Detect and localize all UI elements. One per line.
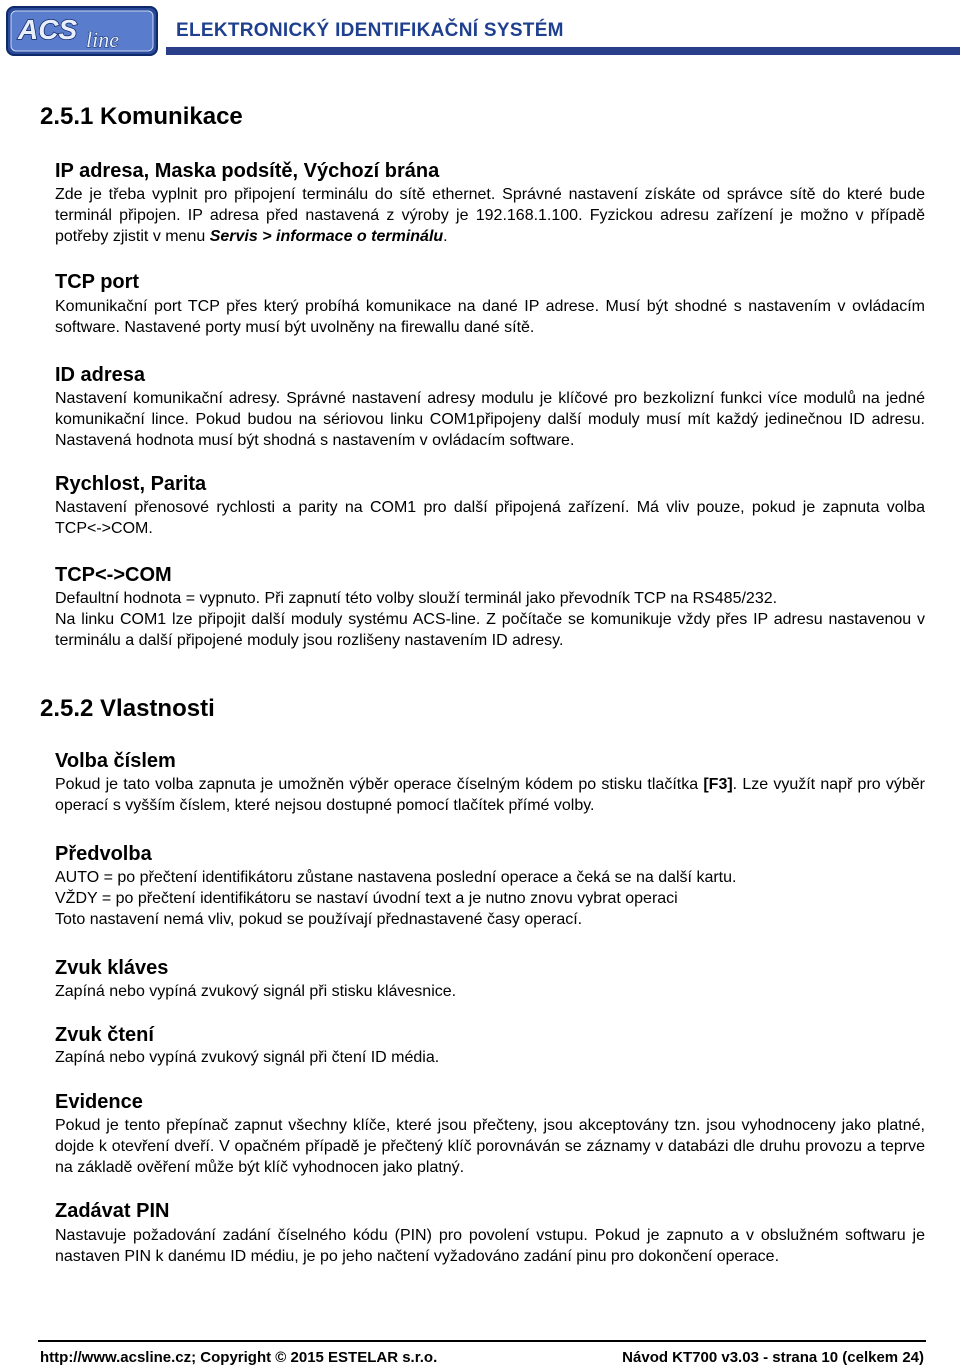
subheading-evidence: Evidence (55, 1091, 143, 1113)
paragraph-rychlost-parita: Nastavení přenosové rychlosti a parity na COM1 pro další připojená zařízení. Má vliv pouze, pokud je zapnuta volba TCP<->COM. (55, 499, 925, 537)
subheading-tcp-com: TCP<->COM (55, 564, 172, 586)
acs-line-logo (6, 6, 158, 56)
page-header (0, 0, 960, 62)
subheading-zadavat-pin: Zadávat PIN (55, 1200, 170, 1222)
paragraph-tcp-com-2: Na linku COM1 lze připojit další moduly systému ACS-line. Z počítače se komunikuje vždy přes IP adresu nastavenou v terminálu a další připojené moduly jsou rozlišeny nastavením ID adresy. (55, 611, 925, 649)
paragraph-predvolba-2: VŽDY = po přečtení identifikátoru se nastaví úvodní text a je nutno znovu vybrat operaci (55, 890, 678, 907)
paragraph-id-adresa: Nastavení komunikační adresy. Správné nastavení adresy modulu je klíčové pro bezkolizní funkci více modulů na jedné komunikační lince. Pokud budou na sériovou linku COM1připojeny další moduly musí mít každý jedinečnou ID adresu. Nastavená hodnota musí být shodná s nastavením v ovládacím software. (55, 390, 925, 449)
subheading-id-adresa: ID adresa (55, 364, 146, 386)
subheading-rychlost-parita: Rychlost, Parita (55, 473, 207, 495)
subheading-predvolba: Předvolba (55, 843, 152, 865)
header-title: ELEKTRONICKÝ IDENTIFIKAČNÍ SYSTÉM (176, 20, 564, 41)
footer-copyright: http://www.acsline.cz; Copyright © 2015 ESTELAR s.r.o. (40, 1349, 438, 1366)
subheading-ip-adresa: IP adresa, Maska podsítě, Výchozí brána (55, 160, 440, 182)
section-heading-komunikace: 2.5.1 Komunikace (40, 103, 243, 130)
paragraph-predvolba-1: AUTO = po přečtení identifikátoru zůstane nastavena poslední operace a čeká se na další kartu. (55, 869, 737, 886)
footer-rule (38, 1340, 926, 1342)
paragraph-zvuk-klaves: Zapíná nebo vypíná zvukový signál při stisku klávesnice. (55, 983, 457, 1000)
paragraph-predvolba-3: Toto nastavení nemá vliv, pokud se používají přednastavené časy operací. (55, 911, 583, 928)
subheading-zvuk-klaves: Zvuk kláves (55, 957, 169, 979)
svg-text:line: line (86, 27, 119, 52)
section-heading-vlastnosti: 2.5.2 Vlastnosti (40, 695, 215, 722)
paragraph-ip-adresa (55, 184, 925, 247)
paragraph-zvuk-cteni: Zapíná nebo vypíná zvukový signál při čtení ID média. (55, 1049, 440, 1066)
paragraph-tcp-port: Komunikační port TCP přes který probíhá komunikace na dané IP adrese. Musí být shodné s nastavením v ovládacím software. Nastavené porty musí být uvolněny na firewallu dané sítě. (55, 298, 925, 336)
subheading-zvuk-cteni: Zvuk čtení (55, 1024, 154, 1046)
menu-path: Servis > informace o terminálu (209, 228, 444, 245)
footer-page-info: Návod KT700 v3.03 - strana 10 (celkem 24) (622, 1349, 924, 1366)
f3-key: [F3] (703, 776, 733, 793)
paragraph-zadavat-pin: Nastavuje požadování zadání číselného kódu (PIN) pro povolení vstupu. Pokud je zapnuto a v obslužném softwaru je nastaven PIN k danému ID médiu, je po jeho načtení vyžadováno zadání pinu pro dokončení operace. (55, 1227, 925, 1265)
paragraph-volba-cislem (55, 774, 925, 816)
header-rule (166, 47, 960, 55)
volba-text-after: . Lze využít např pro výběr operací s vyšším číslem, které nejsou dostupné pomocí tlačítek přímé volby. (55, 776, 926, 814)
paragraph-tcp-com-1: Defaultní hodnota = vypnuto. Při zapnutí této volby slouží terminál jako převodník TCP na RS485/232. (55, 590, 778, 607)
paragraph-evidence: Pokud je tento přepínač zapnut všechny klíče, které jsou přečteny, jsou akceptovány tzn. jsou vyhodnoceny jako platné, dojde k otevření dveří. V opačném případě je přečtený klíč porovnáván se záznamy v databázi dle druhu provozu a teprve na základě ověření může být klíč vyhodnocen jako platný. (55, 1117, 925, 1176)
ip-text-after: . (443, 228, 448, 245)
subheading-tcp-port: TCP port (55, 271, 140, 293)
subheading-volba-cislem: Volba číslem (55, 750, 176, 772)
volba-text-before: Pokud je tato volba zapnuta je umožněn výběr operace číselným kódem po stisku tlačítka (55, 776, 704, 793)
svg-text:ACS: ACS (18, 14, 78, 45)
ip-text-before: Zde je třeba vyplnit pro připojení terminálu do sítě ethernet. Správné nastavení získáte od správce sítě do které bude terminál připojen. IP adresa před nastavená z výroby je 192.168.1.100. Fyzickou adresu zařízení je možno v případě potřeby zjistit v menu (55, 186, 925, 245)
